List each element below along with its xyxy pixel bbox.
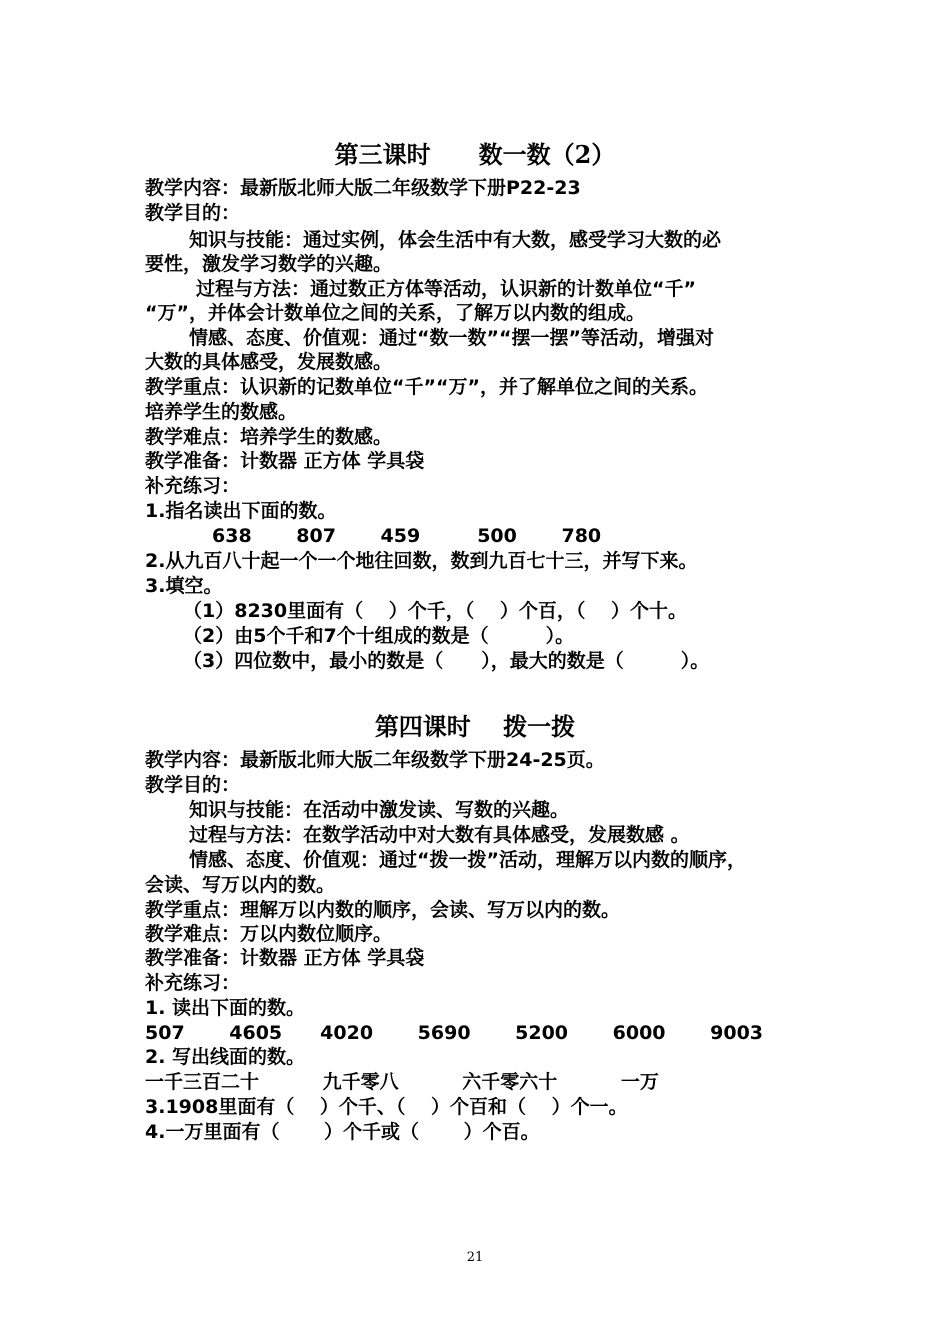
- lesson4-practice-label: 补充练习：: [145, 972, 241, 994]
- lesson4-exercise-2-items: 一千三百二十 九千零八 六千零六十 一万: [145, 1071, 659, 1093]
- lesson3-title: 第三课时 数一数（2）: [334, 140, 616, 169]
- lesson4-goal-label: 教学目的：: [145, 774, 241, 796]
- page-number: 21: [466, 1250, 484, 1265]
- lesson3-exercise-3-2: （2）由5个千和7个十组成的数是（ ）。: [183, 625, 575, 647]
- lesson3-exercise-3-1: （1）8230里面有（ ）个千，（ ）个百，（ ）个十。: [183, 600, 687, 622]
- lesson4-difficulty: 教学难点：万以内数位顺序。: [145, 923, 393, 945]
- lesson4-content: 教学内容：最新版北师大版二年级数学下册24-25页。: [145, 749, 605, 771]
- lesson4-exercise-4: 4.一万里面有（ ）个千或（ ）个百。: [145, 1121, 540, 1143]
- lesson3-difficulty: 教学难点：培养学生的数感。: [145, 426, 393, 448]
- lesson3-exercise-2: 2.从九百八十起一个一个地往回数，数到九百七十三，并写下来。: [145, 550, 698, 572]
- lesson4-goal-emotion-2: 会读、写万以内的数。: [145, 874, 336, 896]
- lesson3-goal-label: 教学目的：: [145, 202, 241, 224]
- lesson3-key-point-2: 培养学生的数感。: [145, 401, 298, 423]
- lesson3-exercise-1: 1.指名读出下面的数。: [145, 500, 337, 522]
- lesson4-exercise-3: 3.1908里面有（ ）个千、（ ）个百和（ ）个一。: [145, 1096, 628, 1118]
- lesson4-title: 第四课时 拨一拨: [374, 712, 576, 741]
- lesson3-goal-emotion-2: 大数的具体感受，发展数感。: [145, 351, 393, 373]
- lesson4-goal-process: 过程与方法：在数学活动中对大数有具体感受，发展数感 。: [189, 824, 690, 846]
- lesson3-goal-knowledge-1: 知识与技能：通过实例，体会生活中有大数，感受学习大数的必: [189, 229, 722, 251]
- lesson3-key-point-1: 教学重点：认识新的记数单位“千”“万”，并了解单位之间的关系。: [145, 376, 708, 398]
- lesson3-content: 教学内容：最新版北师大版二年级数学下册P22-23: [145, 177, 581, 199]
- lesson4-preparation: 教学准备：计数器 正方体 学具袋: [145, 947, 425, 969]
- lesson4-key-point: 教学重点：理解万以内数的顺序，会读、写万以内的数。: [145, 899, 621, 921]
- lesson4-exercise-1-numbers: 507 4605 4020 5690 5200 6000 9003: [145, 1022, 764, 1044]
- lesson4-goal-knowledge: 知识与技能：在活动中激发读、写数的兴趣。: [189, 799, 570, 821]
- lesson4-exercise-2: 2. 写出线面的数。: [145, 1046, 306, 1068]
- lesson3-goal-knowledge-2: 要性，激发学习数学的兴趣。: [145, 253, 393, 275]
- lesson3-goal-process-1: 过程与方法：通过数正方体等活动，认识新的计数单位“千”: [196, 278, 696, 300]
- lesson3-exercise-3-3: （3）四位数中，最小的数是（ ），最大的数是（ ）。: [183, 650, 710, 672]
- lesson3-exercise-1-numbers: 638 807 459 500 780: [212, 525, 602, 547]
- lesson4-goal-emotion-1: 情感、态度、价值观：通过“拨一拨”活动，理解万以内数的顺序，: [189, 849, 746, 871]
- lesson3-goal-process-2: “万”，并体会计数单位之间的关系，了解万以内数的组成。: [145, 302, 645, 324]
- lesson3-practice-label: 补充练习：: [145, 475, 241, 497]
- lesson3-exercise-3: 3.填空。: [145, 575, 223, 597]
- lesson3-preparation: 教学准备：计数器 正方体 学具袋: [145, 450, 425, 472]
- lesson3-goal-emotion-1: 情感、态度、价值观：通过“数一数”“摆一摆”等活动，增强对: [189, 327, 714, 349]
- lesson4-exercise-1: 1. 读出下面的数。: [145, 997, 306, 1019]
